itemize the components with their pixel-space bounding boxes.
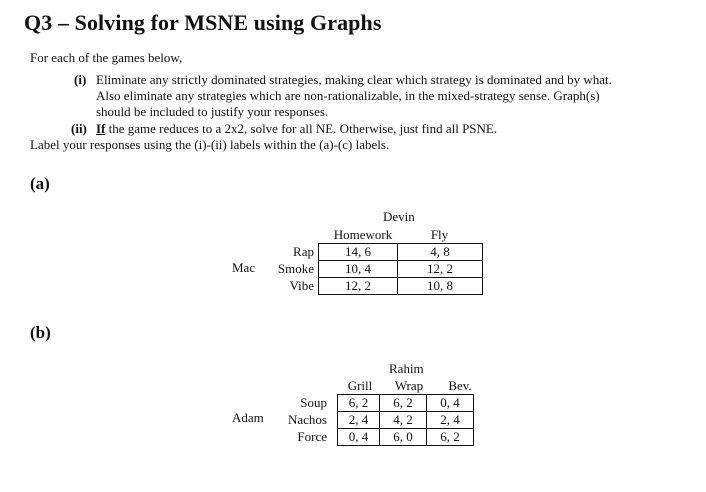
game-a-payoff-table [318, 243, 483, 295]
table-row [319, 278, 483, 295]
payoff-cell: 0, 4 [427, 395, 474, 412]
payoff-cell: 6, 2 [427, 429, 474, 446]
item-i-line-1: Eliminate any strictly dominated strategies, making clear which strategy is dominated and by what. [96, 72, 612, 87]
item-i-line-2: Also eliminate any strategies which are non-rationalizable, in the mixed-strategy sense. Graph(s) [96, 88, 600, 103]
table-row [338, 429, 474, 446]
item-ii-text [96, 122, 497, 136]
intro-text: For each of the games below, [30, 50, 183, 65]
game-b-row-header-soup: Soup [300, 395, 327, 410]
payoff-cell: 0, 4 [338, 429, 380, 446]
game-b-col-header-bev: Bev. [448, 378, 472, 393]
game-b-row-header-force: Force [297, 429, 327, 444]
game-b-col-header-grill: Grill [347, 378, 373, 393]
item-ii-rest: the game reduces to a 2x2, solve for all NE. Otherwise, just find all PSNE. [108, 121, 498, 136]
table-row [319, 244, 483, 261]
payoff-cell: 4, 8 [398, 244, 483, 261]
item-i-line-3: should be included to justify your responses. [96, 104, 329, 119]
payoff-cell: 12, 2 [398, 261, 483, 278]
question-title: Q3 – Solving for MSNE using Graphs [24, 10, 382, 35]
game-a-row-header-rap: Rap [293, 244, 314, 259]
game-a-row-player: Mac [232, 260, 256, 275]
payoff-cell: 4, 2 [380, 412, 427, 429]
payoff-cell: 2, 4 [427, 412, 474, 429]
payoff-cell: 14, 6 [319, 244, 398, 261]
section-a-label: (a) [30, 174, 50, 193]
game-b-row-header-nachos: Nachos [288, 412, 327, 427]
payoff-cell: 2, 4 [338, 412, 380, 429]
game-a-col-header-fly: Fly [430, 227, 449, 242]
payoff-cell: 6, 2 [338, 395, 380, 412]
item-i-label: (i) [74, 72, 87, 87]
game-a-row-header-smoke: Smoke [277, 261, 314, 276]
game-a-column-player: Devin [383, 209, 415, 224]
payoff-cell: 6, 2 [380, 395, 427, 412]
table-row [338, 412, 474, 429]
game-a-col-header-homework: Homework [333, 227, 393, 242]
table-row [319, 261, 483, 278]
game-b-payoff-table [337, 394, 474, 446]
game-b-col-header-wrap: Wrap [394, 378, 424, 393]
instruction-note: Label your responses using the (i)-(ii) labels within the (a)-(c) labels. [30, 137, 390, 152]
item-ii-label: (ii) [71, 121, 87, 136]
game-b-column-player: Rahim [389, 361, 424, 376]
payoff-cell: 12, 2 [319, 278, 398, 295]
payoff-cell: 10, 4 [319, 261, 398, 278]
item-ii-underlined-word: If [96, 121, 106, 136]
section-b-label: (b) [30, 323, 51, 342]
game-b-row-player: Adam [232, 410, 264, 425]
game-a-row-header-vibe: Vibe [289, 278, 314, 293]
payoff-cell: 10, 8 [398, 278, 483, 295]
payoff-cell: 6, 0 [380, 429, 427, 446]
table-row [338, 395, 474, 412]
